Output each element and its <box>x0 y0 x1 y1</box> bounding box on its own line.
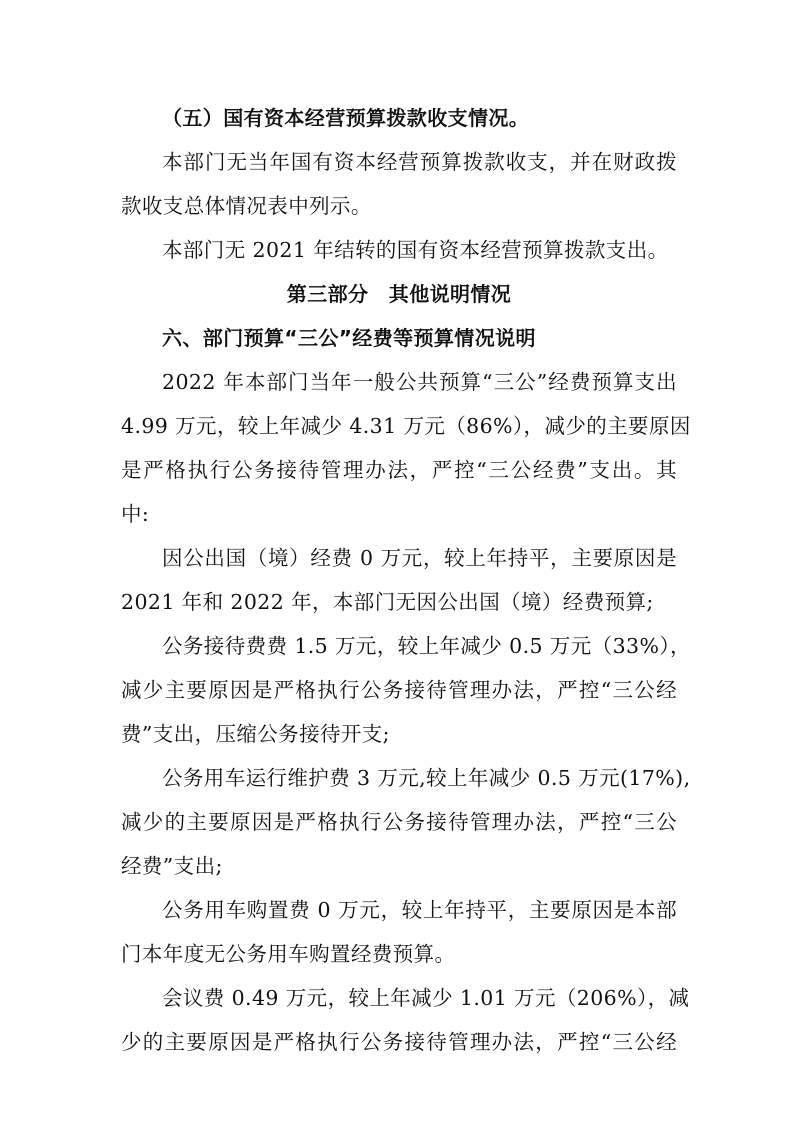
paragraph-line: 减少主要原因是严格执行公务接待管理办法，严控“三公经 <box>121 678 677 702</box>
paragraph-line: 公务用车购置费 0 万元，较上年持平，主要原因是本部 <box>162 898 677 922</box>
paragraph-line: 减少的主要原因是严格执行公务接待管理办法，严控“三公 <box>121 810 677 834</box>
paragraph-line: 公务用车运行维护费 3 万元,较上年减少 0.5 万元(17%), <box>162 766 691 790</box>
part-title: 第三部分 其他说明情况 <box>286 282 512 306</box>
paragraph-line: 4.99 万元，较上年减少 4.31 万元（86%），减少的主要原因 <box>121 414 691 438</box>
paragraph-line: 本部门无当年国有资本经营预算拨款收支，并在财政拨 <box>162 150 677 174</box>
paragraph-line: 会议费 0.49 万元，较上年减少 1.01 万元（206%），减 <box>162 986 690 1010</box>
paragraph-line: 经费”支出; <box>121 854 223 878</box>
paragraph-line: 门本年度无公务用车购置经费预算。 <box>121 942 456 966</box>
paragraph-line: 本部门无 2021 年结转的国有资本经营预算拨款支出。 <box>162 238 669 262</box>
paragraph-line: 2021 年和 2022 年，本部门无因公出国（境）经费预算; <box>121 590 654 614</box>
paragraph-line: 少的主要原因是严格执行公务接待管理办法，严控“三公经 <box>121 1030 677 1054</box>
paragraph-line: 费”支出，压缩公务接待开支; <box>121 722 390 746</box>
paragraph-line: 2022 年本部门当年一般公共预算“三公”经费预算支出 <box>162 370 677 394</box>
paragraph-line: 是严格执行公务接待管理办法，严控“三公经费”支出。其 <box>121 458 677 482</box>
subsection-heading: 六、部门预算“三公”经费等预算情况说明 <box>162 326 536 350</box>
section-heading: （五）国有资本经营预算拨款收支情况。 <box>162 106 530 130</box>
paragraph-line: 款收支总体情况表中列示。 <box>121 194 372 218</box>
paragraph-line: 公务接待费费 1.5 万元，较上年减少 0.5 万元（33%）， <box>162 634 691 658</box>
paragraph-line: 中: <box>121 502 150 526</box>
paragraph-line: 因公出国（境）经费 0 万元，较上年持平，主要原因是 <box>162 546 677 570</box>
